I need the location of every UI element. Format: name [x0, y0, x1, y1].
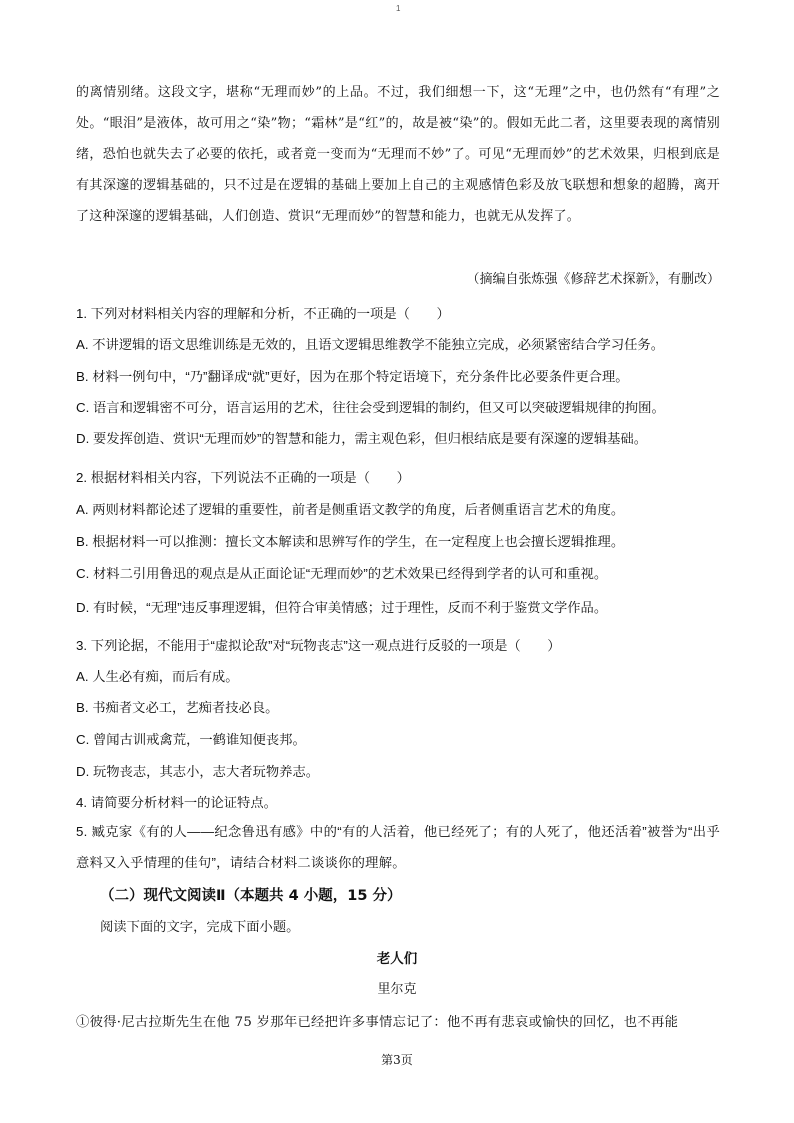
section-heading: （二）现代文阅读Ⅱ（本题共 4 小题，15 分） [100, 888, 402, 904]
passage-paragraph: 的离情别绪。这段文字，堪称“无理而妙”的上品。不过，我们细想一下，这“无理”之中，也仍然有“有理”之处。“眼泪”是液体，故可用之“染”物；“霜林”是“红”的，故是被“染”的。假如无此二者，这里要表现的离情别绪，恐怕也就失去了必要的依托，或者竟一变而为“无理而不妙”了。可见“无理而妙”的艺术效果，归根到底是有其深邃的逻辑基础的，只不过是在逻辑的基础上要加上自己的主观感情色彩及放飞联想和想象的超腾，离开了这种深邃的逻辑基础，人们创造、赏识“无理而妙”的智慧和能力，也就无从发挥了。 [76, 85, 720, 224]
question-3-option-b: B. 书痴者文必工，艺痴者技必良。 [76, 700, 279, 715]
question-4: 4. 请简要分析材料一的论证特点。 [76, 795, 277, 810]
top-mark: 1 [396, 4, 401, 13]
question-2-option-c: C. 材料二引用鲁迅的观点是从正面论证“无理而妙”的艺术效果已经得到学者的认可和重视。 [76, 566, 608, 581]
page-number: 第3页 [381, 1053, 413, 1067]
source-note: （摘编自张炼强《修辞艺术探新》，有删改） [466, 272, 720, 287]
story-author: 里尔克 [377, 982, 417, 997]
question-1-option-c: C. 语言和逻辑密不可分，语言运用的艺术，往往会受到逻辑的制约，但又可以突破逻辑规律的拘囿。 [76, 400, 665, 415]
question-2: 2. 根据材料相关内容，下列说法不正确的一项是（ ） [76, 470, 410, 485]
story-title: 老人们 [376, 951, 418, 967]
reading-instruction: 阅读下面的文字，完成下面小题。 [100, 919, 300, 934]
question-1-option-a: A. 不讲逻辑的语文思维训练是无效的，且语文逻辑思维教学不能独立完成，必须紧密结合学习任务。 [76, 337, 665, 352]
question-2-option-b: B. 根据材料一可以推测：擅长文本解读和思辨写作的学生，在一定程度上也会擅长逻辑推理。 [76, 534, 625, 549]
question-3: 3. 下列论据，不能用于“虚拟论敌”对“玩物丧志”这一观点进行反驳的一项是（ ） [76, 638, 561, 653]
question-3-option-d: D. 玩物丧志，其志小，志大者玩物养志。 [76, 764, 320, 779]
question-2-option-d: D. 有时候，“无理”违反事理逻辑，但符合审美情感；过于理性，反而不利于鉴赏文学作品。 [76, 600, 608, 615]
question-1: 1. 下列对材料相关内容的理解和分析，不正确的一项是（ ） [76, 306, 450, 321]
question-3-option-a: A. 人生必有痴，而后有成。 [76, 669, 239, 684]
question-3-option-c: C. 曾闻古训戒禽荒，一鹤谁知便丧邦。 [76, 732, 306, 747]
question-2-option-a: A. 两则材料都论述了逻辑的重要性，前者是侧重语文教学的角度，后者侧重语言艺术的角度。 [76, 502, 625, 517]
story-first-line: ①彼得·尼古拉斯先生在他 75 岁那年已经把许多事情忘记了：他不再有悲哀或愉快的回忆，也不再能 [76, 1015, 679, 1030]
question-5: 5. 臧克家《有的人——纪念鲁迅有感》中的“有的人活着，他已经死了；有的人死了，他还活着”被誉为“出乎意料又入乎情理的佳句”，请结合材料二谈谈你的理解。 [76, 824, 720, 870]
question-1-option-d: D. 要发挥创造、赏识“无理而妙”的智慧和能力，需主观色彩，但归根结底是要有深邃的逻辑基础。 [76, 431, 648, 446]
question-1-option-b: B. 材料一例句中，“乃”翻译成“就”更好，因为在那个特定语境下，充分条件比必要条件更合理。 [76, 369, 629, 384]
